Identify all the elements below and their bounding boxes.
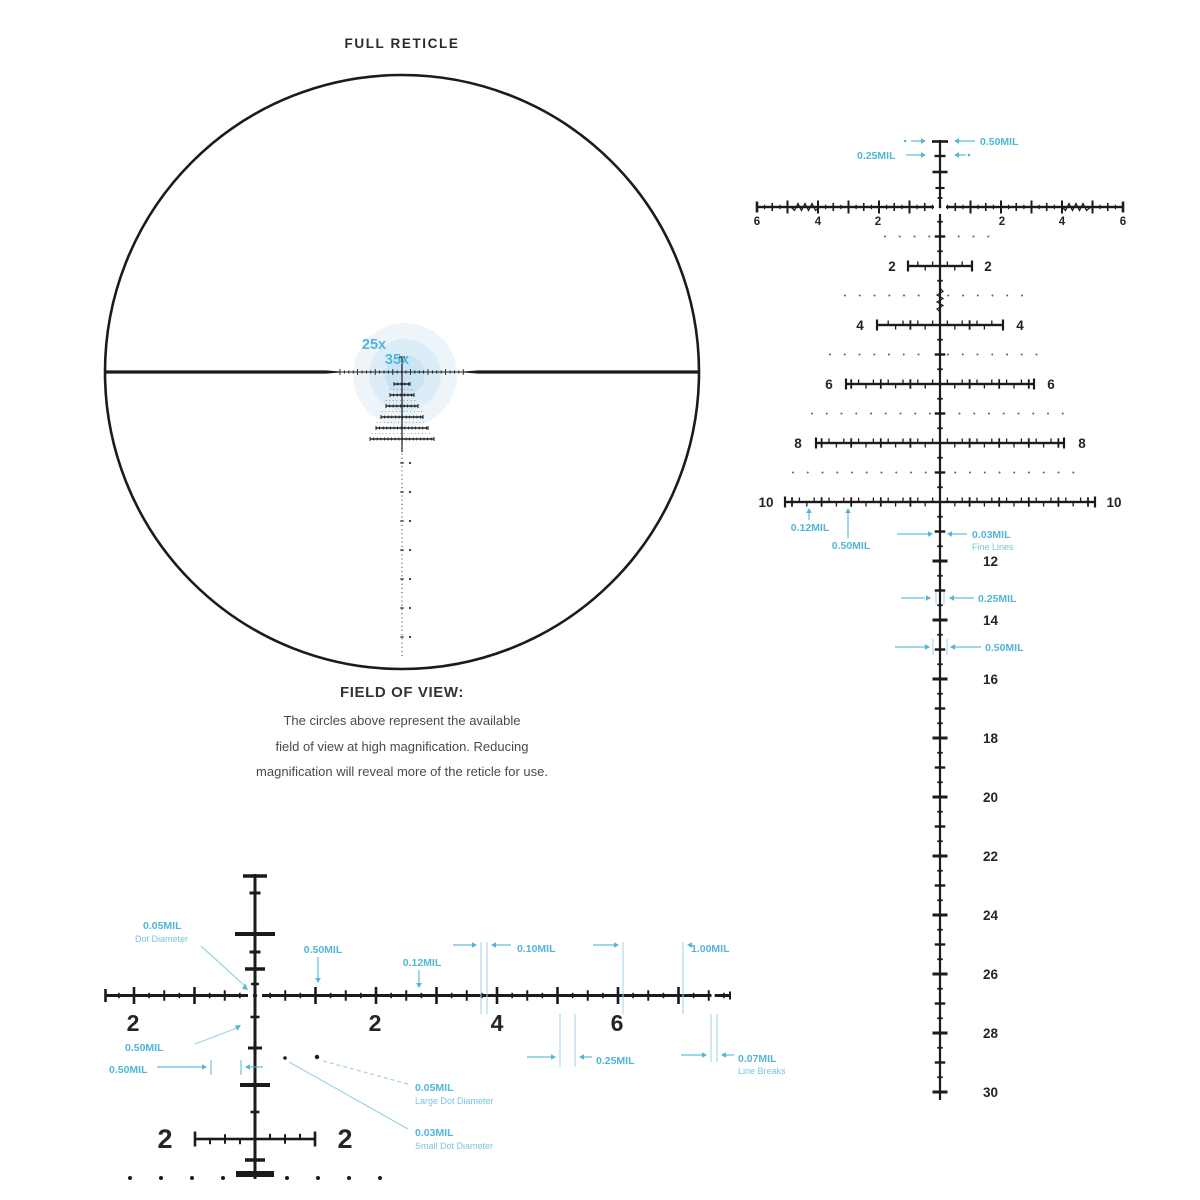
bar-number-2-left: 2 — [888, 259, 896, 274]
annotation-050mil-left-2: 0.50MIL — [109, 1064, 148, 1076]
annotation-005mil-dot-sub: Dot Diameter — [135, 934, 189, 944]
axis-number-6-right: 6 — [1119, 216, 1127, 228]
annotation-007mil: 0.07MIL — [738, 1053, 777, 1065]
annotation-010mil: 0.10MIL — [517, 943, 556, 955]
elevation-graphics — [753, 138, 1125, 1100]
bar-number-10-right: 10 — [1106, 495, 1122, 510]
annotation-100mil: 1.00MIL — [691, 943, 730, 955]
bar-number-2-right: 2 — [984, 259, 992, 274]
annotation-large-dot-sub: Large Dot Diameter — [415, 1096, 494, 1106]
annotation-050mil-top: 0.50MIL — [303, 944, 343, 956]
lower-bar-number-left: 2 — [157, 1124, 173, 1154]
axis-number-4: 4 — [490, 1010, 504, 1036]
magnification-label-25x: 25x — [361, 337, 387, 353]
circle-reticle-graphics — [105, 75, 699, 669]
bar-number-10-left: 10 — [758, 495, 774, 510]
field-of-view-note — [112, 684, 692, 785]
fov-line: The circles above represent the available — [283, 713, 521, 728]
elevation-number-24: 24 — [983, 908, 999, 923]
elevation-number-28: 28 — [983, 1026, 999, 1041]
elevation-number-20: 20 — [983, 790, 999, 805]
fov-heading: FIELD OF VIEW: — [340, 684, 464, 701]
axis-number-4-right: 4 — [1058, 216, 1066, 228]
bar-number-6-right: 6 — [1047, 377, 1055, 392]
full-reticle-circle-diagram — [100, 68, 704, 678]
fov-line: magnification will reveal more of the reticle for use. — [256, 764, 548, 779]
annotation-050mil-left-1: 0.50MIL — [125, 1042, 164, 1054]
annotation-025mil: 0.25MIL — [978, 593, 1017, 605]
lower-bar-number-right: 2 — [337, 1124, 353, 1154]
elevation-number-18: 18 — [983, 731, 999, 746]
annotation-small-dot: 0.03MIL — [415, 1127, 454, 1139]
annotation-005mil-dot: 0.05MIL — [143, 920, 182, 932]
annotation-007mil-sub: Line Breaks — [738, 1066, 786, 1076]
elevation-detail-diagram — [745, 128, 1157, 1118]
annotation-050mil: 0.50MIL — [831, 540, 871, 552]
page-title: FULL RETICLE — [344, 36, 460, 51]
bar-number-8-right: 8 — [1078, 436, 1086, 451]
annotation-012mil: 0.12MIL — [790, 522, 830, 534]
elevation-number-30: 30 — [983, 1085, 999, 1100]
bar-number-8-left: 8 — [794, 436, 802, 451]
bar-number-6-left: 6 — [825, 377, 833, 392]
magnification-label-35x: 35x — [384, 352, 410, 368]
axis-number-2-right: 2 — [368, 1010, 382, 1036]
bar-number-4-right: 4 — [1016, 318, 1024, 333]
axis-number-6: 6 — [610, 1010, 624, 1036]
elevation-number-14: 14 — [983, 613, 999, 628]
annotation-large-dot: 0.05MIL — [415, 1082, 454, 1094]
bar-number-4-left: 4 — [856, 318, 864, 333]
annotation-025mil: 0.25MIL — [596, 1055, 635, 1067]
elevation-number-16: 16 — [983, 672, 999, 687]
annotation-012mil: 0.12MIL — [402, 957, 442, 969]
axis-number-2-left: 2 — [874, 216, 882, 228]
axis-number-2-left: 2 — [126, 1010, 140, 1036]
annotation-025mil-top: 0.25MIL — [857, 150, 896, 162]
annotation-small-dot-sub: Small Dot Diameter — [415, 1141, 494, 1151]
windage-detail-diagram — [95, 862, 795, 1197]
annotation-003mil-sub: Fine Lines — [972, 542, 1014, 552]
elevation-number-26: 26 — [983, 967, 999, 982]
fov-line: field of view at high magnification. Reducing — [275, 738, 529, 754]
annotation-050mil-lower: 0.50MIL — [985, 642, 1024, 654]
elevation-number-22: 22 — [983, 849, 999, 864]
axis-number-6-left: 6 — [753, 216, 761, 228]
axis-number-4-left: 4 — [814, 216, 822, 228]
annotation-050mil-top: 0.50MIL — [980, 136, 1019, 148]
elevation-number-12: 12 — [983, 554, 999, 569]
annotation-003mil: 0.03MIL — [972, 529, 1011, 541]
axis-number-2-right: 2 — [998, 216, 1006, 228]
